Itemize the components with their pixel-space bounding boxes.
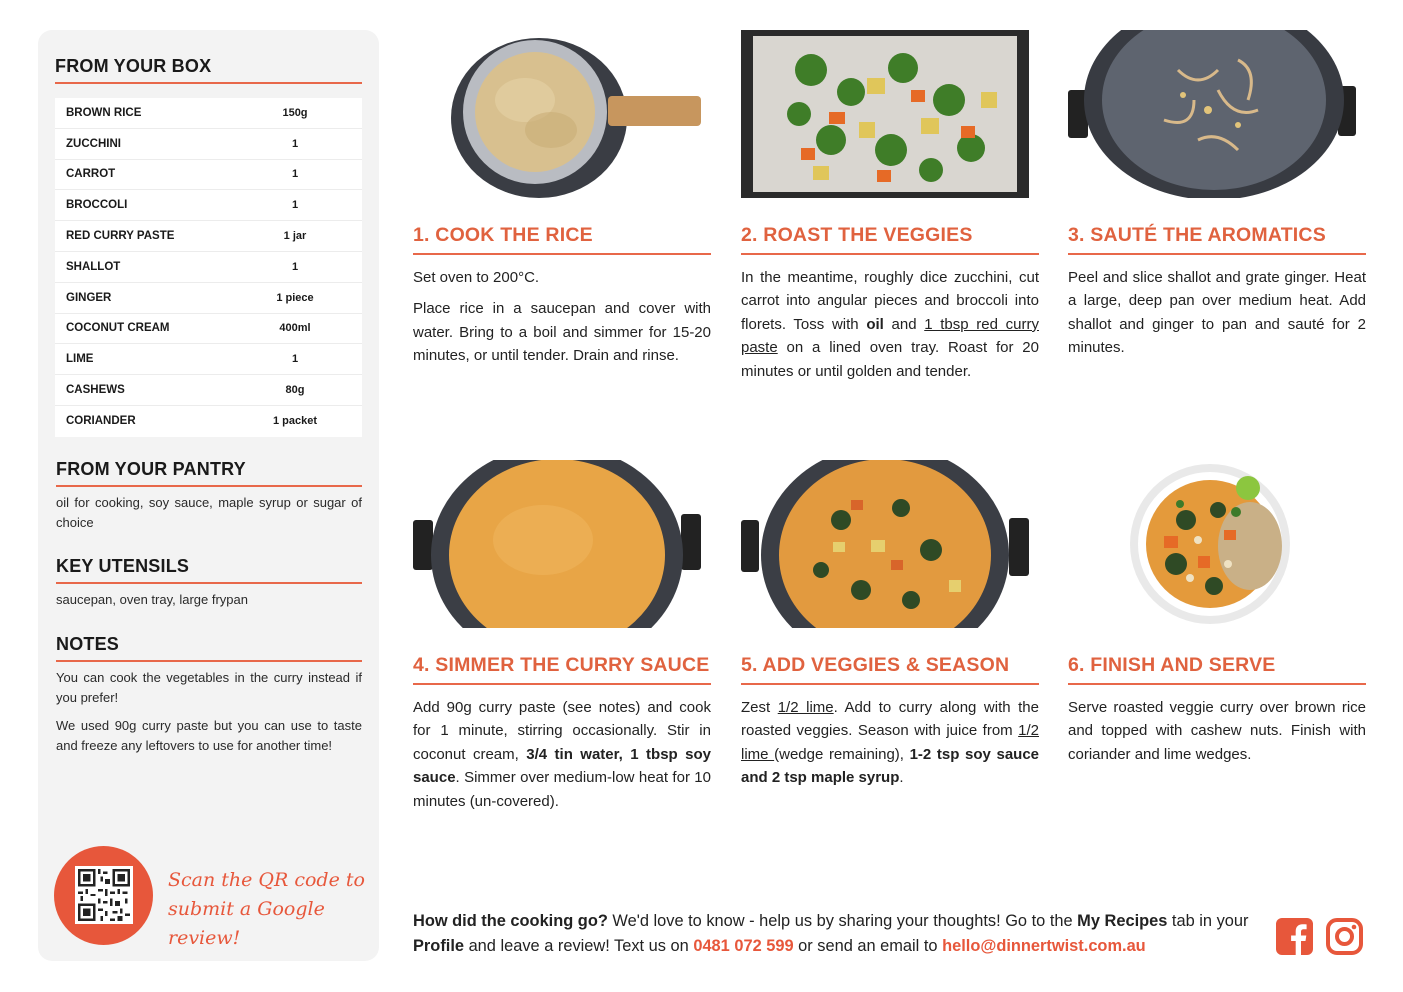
step-4-photo: [413, 460, 701, 628]
ingredient-row: [55, 406, 362, 437]
footer-text-a: We'd love to know - help us by sharing your thoughts! Go to the: [607, 912, 1078, 930]
ingredient-qty: 1 piece: [276, 291, 314, 304]
step-5-photo: [741, 460, 1029, 628]
qr-caption-line2: submit a Google review!: [168, 898, 325, 949]
step-4-para: [413, 696, 711, 813]
step-5-underline-juice: 1/2 lime: [741, 722, 1039, 763]
footer-phone-link[interactable]: 0481 072 599: [693, 937, 794, 955]
divider: [1068, 683, 1366, 685]
footer-text-b: tab in your: [1167, 912, 1249, 930]
footer-question: How did the cooking go?: [413, 912, 608, 930]
step-5-para: [741, 696, 1039, 790]
step-2-text-a: In the meantime, roughly dice zucchini, cut carrot into angular pieces and broccoli into florets. Toss with: [741, 269, 1039, 333]
step-5-text-b: . Add to curry along with the roasted veggies. Season with juice from: [741, 699, 1039, 740]
step-4-text: [413, 696, 711, 813]
step-4-text-a: Add 90g curry paste (see notes) and cook for 1 minute, stirring occasionally. Stir in coconut cream,: [413, 699, 711, 763]
ingredient-name: CASHEWS: [66, 384, 125, 397]
note-1: You can cook the vegetables in the curry instead if you prefer!: [56, 670, 362, 705]
ingredient-row: [55, 160, 362, 191]
qr-code-icon[interactable]: [75, 866, 133, 924]
ingredient-name: COCONUT CREAM: [66, 322, 170, 335]
ingredient-row: [55, 129, 362, 160]
step-5-text: [741, 696, 1039, 790]
ingredient-name: RED CURRY PASTE: [66, 230, 175, 243]
divider: [1068, 253, 1366, 255]
qr-caption-line1: Scan the QR code to: [168, 869, 365, 891]
step-5-bold: 1-2 tsp soy sauce and 2 tsp maple syrup: [741, 745, 1040, 787]
step-5-text-d: .: [899, 769, 904, 787]
step-1-text: [413, 266, 711, 368]
ingredient-row: [55, 344, 362, 375]
ingredient-qty: 400ml: [279, 322, 311, 335]
step-2-text: [741, 266, 1039, 383]
qr-badge[interactable]: [54, 846, 153, 945]
ingredient-qty: 1: [291, 137, 299, 150]
ingredient-qty: 150g: [282, 106, 308, 119]
step-2-title: 2. ROAST THE VEGGIES: [741, 224, 973, 246]
step-6-photo: [1068, 460, 1366, 628]
from-your-box-title: FROM YOUR BOX: [55, 56, 212, 76]
facebook-icon[interactable]: [1276, 918, 1313, 955]
ingredient-name: LIME: [66, 353, 94, 366]
divider: [56, 660, 362, 662]
step-3-photo: [1068, 30, 1366, 198]
footer-feedback: [413, 909, 1263, 959]
qr-caption: [168, 866, 368, 953]
step-4-title: 4. SIMMER THE CURRY SAUCE: [413, 654, 710, 676]
divider: [55, 82, 362, 84]
ingredient-qty: 80g: [285, 384, 305, 397]
ingredient-row: [55, 375, 362, 406]
footer-email-link[interactable]: hello@dinnertwist.com.au: [942, 937, 1146, 955]
step-6-para: Serve roasted veggie curry over brown rice and topped with cashew nuts. Finish with coriander and lime wedges.: [1068, 699, 1366, 763]
ingredient-name: BROWN RICE: [66, 106, 142, 119]
ingredient-name: CARROT: [66, 168, 116, 181]
ingredient-qty: 1: [291, 168, 299, 181]
step-4-text-b: . Simmer over medium-low heat for 10 minutes (un-covered).: [413, 769, 711, 810]
ingredient-qty: 1: [291, 260, 299, 273]
instagram-icon[interactable]: [1326, 918, 1363, 955]
step-2-photo: [741, 30, 1029, 198]
ingredient-row: [55, 283, 362, 314]
ingredient-qty: 1: [291, 199, 299, 212]
ingredient-name: CORIANDER: [66, 415, 136, 428]
footer-my-recipes: My Recipes: [1077, 912, 1168, 930]
ingredient-name: ZUCCHINI: [66, 137, 121, 150]
step-6-title: 6. FINISH AND SERVE: [1068, 654, 1276, 676]
step-3-para: Peel and slice shallot and grate ginger. Heat a large, deep pan over medium heat. Add shallot and ginger to pan and sauté for 2 minutes.: [1068, 269, 1366, 357]
divider: [413, 683, 711, 685]
step-6-text: [1068, 696, 1366, 766]
step-1-photo: [413, 30, 711, 198]
ingredient-row: [55, 221, 362, 252]
step-4-bold: 3/4 tin water, 1 tbsp soy sauce: [413, 745, 711, 787]
step-5-title: 5. ADD VEGGIES & SEASON: [741, 654, 1010, 676]
ingredients-table: [55, 98, 362, 437]
pantry-text: oil for cooking, soy sauce, maple syrup or sugar of choice: [56, 495, 362, 530]
ingredient-row: [55, 252, 362, 283]
step-2-text-c: on a lined oven tray. Roast for 20 minutes or until golden and tender.: [741, 339, 1039, 380]
footer-text-d: or send an email to: [793, 937, 943, 955]
divider: [56, 582, 362, 584]
footer-profile: Profile: [413, 937, 465, 955]
key-utensils-title: KEY UTENSILS: [56, 556, 190, 576]
footer-text-c: and leave a review! Text us on: [464, 937, 694, 955]
ingredient-qty: 1 packet: [272, 415, 318, 428]
divider: [413, 253, 711, 255]
divider: [56, 485, 362, 487]
step-1-title: 1. COOK THE RICE: [413, 224, 593, 246]
ingredient-row: [55, 190, 362, 221]
step-3-text: [1068, 266, 1366, 360]
ingredient-name: BROCCOLI: [66, 199, 128, 212]
step-2-bold-oil: oil: [866, 315, 884, 333]
ingredient-name: SHALLOT: [66, 260, 121, 273]
ingredient-qty: 1: [291, 353, 299, 366]
note-2: We used 90g curry paste but you can use to taste and freeze any leftovers to use for another time!: [56, 718, 362, 753]
step-1-para-2: Place rice in a saucepan and cover with water. Bring to a boil and simmer for 15-20 minutes, or until tender. Drain and rinse.: [413, 300, 711, 365]
from-your-pantry-title: FROM YOUR PANTRY: [56, 459, 246, 479]
step-2-underline-paste: 1 tbsp red curry paste: [741, 315, 1039, 357]
ingredient-row: [55, 314, 362, 345]
step-2-text-b: and: [883, 315, 925, 333]
step-5-underline-zest: 1/2 lime: [777, 699, 834, 716]
step-5-text-a: Zest: [741, 699, 778, 716]
divider: [741, 253, 1039, 255]
step-3-title: 3. SAUTÉ THE AROMATICS: [1068, 224, 1326, 246]
utensils-text: saucepan, oven tray, large frypan: [56, 592, 248, 607]
step-5-text-c: (wedge remaining),: [774, 745, 910, 763]
ingredient-row: [55, 98, 362, 129]
step-1-para-1: Set oven to 200°C.: [413, 269, 540, 286]
sidebar: [38, 30, 379, 961]
ingredient-name: GINGER: [66, 291, 112, 304]
ingredient-qty: 1 jar: [283, 230, 307, 243]
divider: [741, 683, 1039, 685]
step-2-para: [741, 266, 1039, 383]
notes-title: NOTES: [56, 634, 120, 654]
